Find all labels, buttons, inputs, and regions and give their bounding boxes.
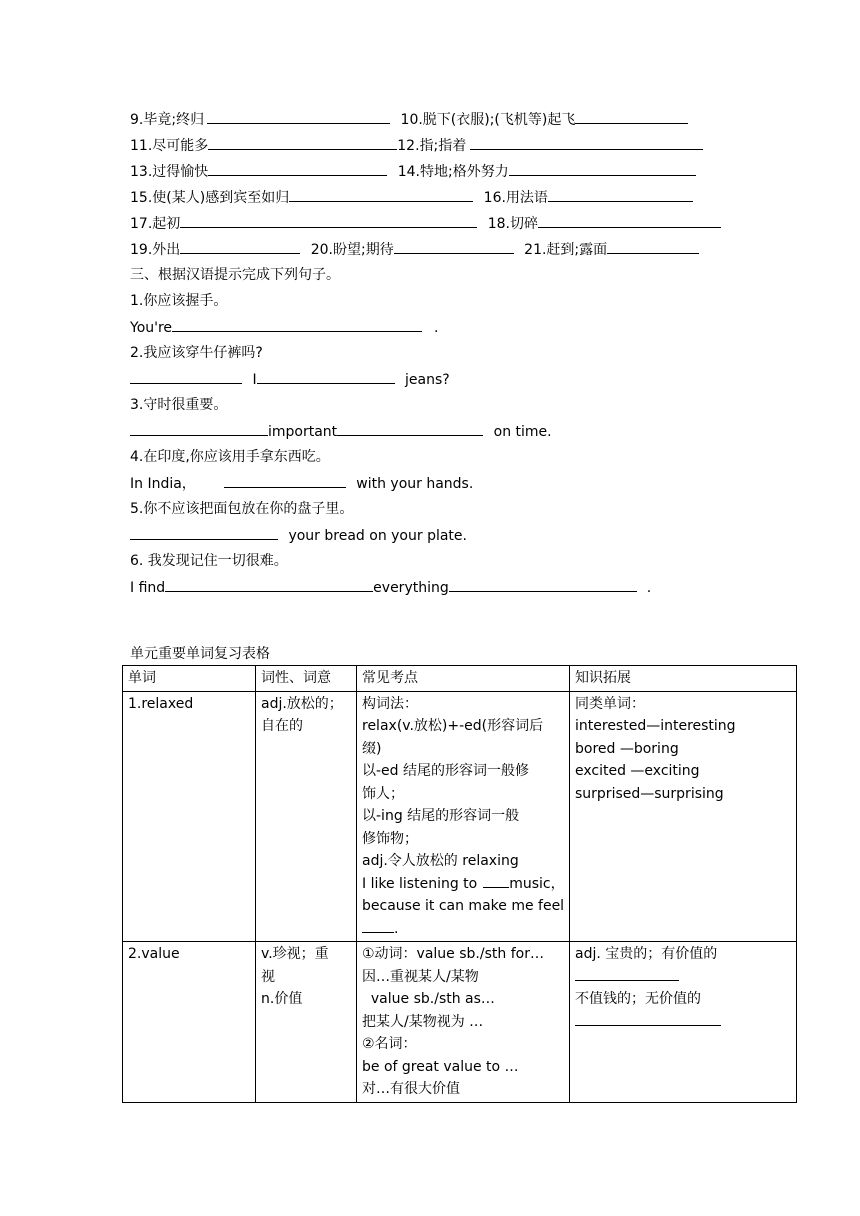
answer-blank[interactable] — [224, 473, 346, 488]
answer-blank[interactable] — [575, 966, 679, 981]
vocab-item-21: 21.赶到;露面 — [524, 242, 608, 258]
answer-blank[interactable] — [483, 873, 509, 888]
question-5-english — [130, 525, 467, 546]
question-2-english — [130, 369, 450, 390]
word-cell: 1.relaxed — [123, 691, 256, 942]
sentence-start: I find — [130, 580, 166, 596]
vocab-item-18: 18.切碎 — [487, 216, 538, 232]
question-6-english — [130, 577, 651, 598]
table-row — [123, 942, 797, 1103]
vocab-item-12: 12.指;指着 — [397, 138, 467, 154]
vocab-item-17: 17.起初 — [130, 216, 181, 232]
vocab-item-20: 20.盼望;期待 — [310, 242, 394, 258]
answer-blank[interactable] — [607, 239, 699, 254]
question-5-chinese: 5.你不应该把面包放在你的盘子里。 — [130, 501, 354, 517]
sentence-end: on time. — [493, 424, 552, 440]
answer-blank[interactable] — [130, 369, 242, 384]
sentence-mid: everything — [373, 580, 449, 596]
sentence-mid: important — [268, 424, 338, 440]
review-table — [122, 665, 797, 1103]
answer-blank[interactable] — [470, 135, 703, 150]
meaning-cell: adj.放松的； 自在的 — [256, 691, 357, 942]
points-cell: ①动词：value sb./sth for… 因…重视某人/某物 value sb./sth as… 把某人/某物视为 … ②名词： be of great value to … 对…有很大价值 — [357, 942, 570, 1103]
question-3-english — [130, 421, 552, 442]
vocab-item-11: 11.尽可能多 — [130, 138, 209, 154]
extension-cell: 同类单词： interested—interesting bored —boring excited —exciting surprised—surprising — [570, 691, 797, 942]
answer-blank[interactable] — [180, 239, 300, 254]
vocab-item-19: 19.外出 — [130, 242, 181, 258]
vocab-line-1 — [130, 109, 688, 130]
header-points: 常见考点 — [357, 666, 570, 692]
vocab-item-9: 9.毕竟;终归 — [130, 112, 205, 128]
answer-blank[interactable] — [509, 161, 696, 176]
vocab-line-5 — [130, 213, 721, 234]
sentence-start: You're — [130, 320, 173, 336]
vocab-line-2 — [130, 135, 703, 156]
sentence-end: jeans? — [405, 372, 450, 388]
question-3-chinese: 3.守时很重要。 — [130, 397, 228, 413]
sentence-mid: I — [252, 372, 257, 388]
answer-blank[interactable] — [575, 1011, 721, 1026]
question-4-chinese: 4.在印度,你应该用手拿东西吃。 — [130, 449, 330, 465]
meaning-cell: v.珍视；重 视 n.价值 — [256, 942, 357, 1103]
answer-blank[interactable] — [165, 577, 373, 592]
answer-blank[interactable] — [180, 213, 477, 228]
sentence-end: . — [646, 580, 652, 596]
header-meaning: 词性、词意 — [256, 666, 357, 692]
question-2-chinese: 2.我应该穿牛仔裤吗? — [130, 345, 263, 361]
answer-blank[interactable] — [362, 918, 394, 933]
answer-blank[interactable] — [394, 239, 514, 254]
extension-cell: adj. 宝贵的；有价值的 不值钱的；无价值的 — [570, 942, 797, 1103]
answer-blank[interactable] — [130, 421, 268, 436]
vocab-item-14: 14.特地;格外努力 — [397, 164, 509, 180]
table-row — [123, 691, 797, 942]
vocab-line-6 — [130, 239, 699, 260]
table-header-row — [123, 666, 797, 692]
answer-blank[interactable] — [289, 187, 473, 202]
answer-blank[interactable] — [207, 109, 390, 124]
answer-blank[interactable] — [130, 525, 278, 540]
vocab-line-3 — [130, 161, 696, 182]
vocab-item-10: 10.脱下(衣服);(飞机等)起飞 — [400, 112, 576, 128]
answer-blank[interactable] — [548, 187, 693, 202]
header-word: 单词 — [123, 666, 256, 692]
answer-blank[interactable] — [172, 317, 422, 332]
vocab-item-15: 15.使(某人)感到宾至如归 — [130, 190, 290, 206]
word-cell: 2.value — [123, 942, 256, 1103]
points-cell: 构词法： relax(v.放松)+-ed(形容词后 缀) 以-ed 结尾的形容词一般修 饰人； 以-ing 结尾的形容词一般 修饰物； adj.令人放松的 relaxing I like listening to music， because it can make me feel . — [357, 691, 570, 942]
table-caption: 单元重要单词复习表格 — [130, 646, 270, 662]
answer-blank[interactable] — [575, 109, 688, 124]
sentence-start: In India， — [130, 476, 196, 492]
answer-blank[interactable] — [257, 369, 395, 384]
answer-blank[interactable] — [337, 421, 483, 436]
sentence-end: your bread on your plate. — [288, 528, 467, 544]
vocab-line-4 — [130, 187, 693, 208]
section-heading: 三、根据汉语提示完成下列句子。 — [130, 267, 340, 283]
answer-blank[interactable] — [208, 161, 387, 176]
question-4-english — [130, 473, 473, 494]
vocab-item-16: 16.用法语 — [483, 190, 548, 206]
question-1-chinese: 1.你应该握手。 — [130, 293, 228, 309]
vocab-item-13: 13.过得愉快 — [130, 164, 209, 180]
sentence-end: . — [434, 320, 439, 336]
answer-blank[interactable] — [449, 577, 637, 592]
question-1-english — [130, 317, 439, 338]
sentence-end: with your hands. — [356, 476, 474, 492]
header-extension: 知识拓展 — [570, 666, 797, 692]
answer-blank[interactable] — [538, 213, 721, 228]
answer-blank[interactable] — [208, 135, 397, 150]
question-6-chinese: 6. 我发现记住一切很难。 — [130, 553, 288, 569]
